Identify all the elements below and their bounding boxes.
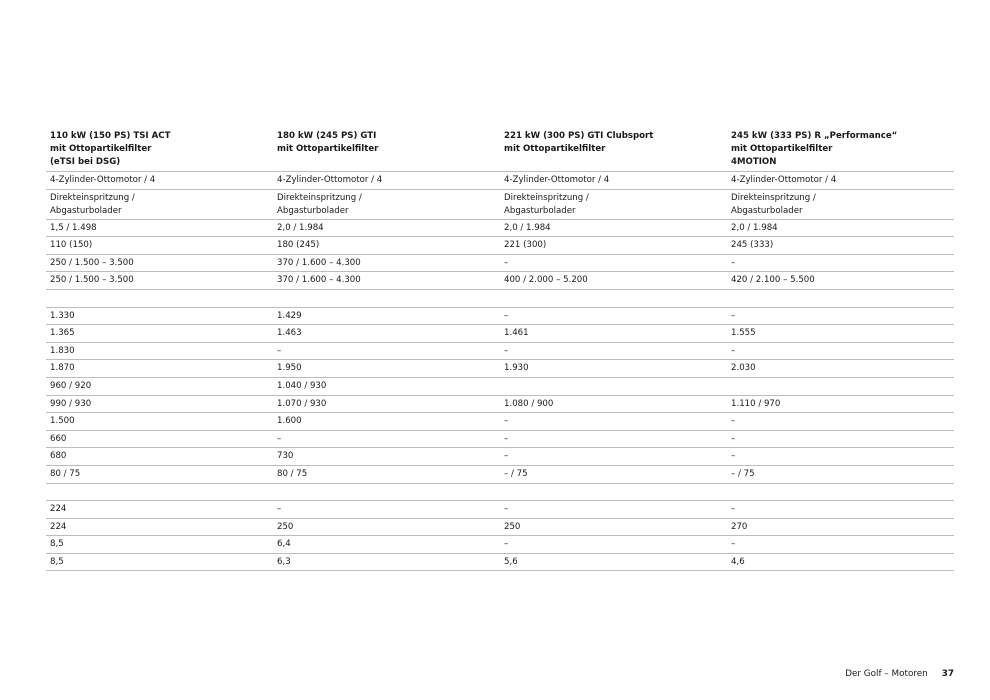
cell-text: –	[504, 504, 509, 515]
cell-text: 1.555	[731, 328, 756, 339]
table-cell	[500, 272, 727, 290]
table-cell	[46, 219, 273, 237]
table-row	[46, 189, 954, 219]
cell-text: –	[504, 539, 509, 550]
cell-text: 960 / 920	[50, 380, 92, 391]
table-cell	[273, 272, 500, 290]
table-cell	[273, 448, 500, 466]
table-cell	[500, 342, 727, 360]
table-cell	[273, 237, 500, 255]
cell-text: 221 (300)	[504, 240, 547, 251]
cell-text: 270	[731, 521, 748, 532]
cell-text: 1.040 / 930	[277, 380, 327, 391]
table-row	[46, 536, 954, 554]
cell-text: 250 / 1.500 – 3.500	[50, 257, 134, 268]
table-cell	[500, 430, 727, 448]
table-cell	[46, 342, 273, 360]
table-row	[46, 430, 954, 448]
table-row	[46, 501, 954, 519]
cell-text: 4-Zylinder-Ottomotor / 4	[731, 175, 837, 185]
table-cell	[500, 377, 727, 395]
table-row	[46, 360, 954, 378]
cell-text: 1.600	[277, 416, 302, 427]
table-cell	[500, 395, 727, 413]
column-header-line: 4MOTION	[731, 157, 777, 167]
table-cell	[46, 553, 273, 571]
cell-text: 730	[277, 451, 294, 462]
table-row	[46, 289, 954, 307]
table-row	[46, 342, 954, 360]
table-cell	[727, 254, 954, 272]
table-cell	[727, 483, 954, 501]
cell-text: 1,5 / 1.498	[50, 222, 97, 233]
table-cell	[500, 172, 727, 190]
cell-text	[504, 292, 723, 305]
cell-text: 1.870	[50, 363, 75, 374]
table-cell	[273, 325, 500, 343]
table-cell	[46, 413, 273, 431]
table-cell	[727, 189, 954, 219]
cell-text: 6,3	[277, 556, 291, 567]
table-cell	[727, 289, 954, 307]
table-cell	[273, 483, 500, 501]
cell-text: 420 / 2.100 – 5.500	[731, 275, 815, 286]
table-cell	[46, 254, 273, 272]
engine-spec-table	[46, 130, 954, 571]
cell-text: –	[731, 345, 736, 356]
table-header-row	[46, 130, 954, 172]
table-cell	[727, 448, 954, 466]
cell-text: –	[731, 310, 736, 321]
cell-text: 8,5	[50, 556, 64, 567]
table-cell	[46, 483, 273, 501]
table-cell	[500, 465, 727, 483]
table-cell	[727, 360, 954, 378]
table-cell	[273, 465, 500, 483]
table-cell	[46, 465, 273, 483]
table-cell	[500, 518, 727, 536]
table-cell	[727, 413, 954, 431]
table-row	[46, 219, 954, 237]
table-row	[46, 237, 954, 255]
table-cell	[46, 360, 273, 378]
cell-text	[504, 486, 723, 499]
table-cell	[46, 172, 273, 190]
table-row	[46, 518, 954, 536]
cell-text: 1.365	[50, 328, 75, 339]
cell-text: 80 / 75	[50, 468, 81, 479]
cell-text: 8,5	[50, 539, 64, 550]
table-row	[46, 172, 954, 190]
table-cell	[500, 483, 727, 501]
column-header-line: (eTSI bei DSG)	[50, 157, 121, 167]
cell-text: Direkteinspritzung /	[277, 192, 362, 203]
cell-text: 180 (245)	[277, 240, 320, 251]
column-header	[727, 130, 954, 172]
table-cell	[273, 189, 500, 219]
cell-text: 250 / 1.500 – 3.500	[50, 275, 134, 286]
column-header	[46, 130, 273, 172]
cell-text: Abgasturbolader	[50, 205, 122, 216]
cell-text: Abgasturbolader	[504, 205, 576, 216]
cell-text: 990 / 930	[50, 398, 92, 409]
cell-text: –	[731, 539, 736, 550]
table-row	[46, 272, 954, 290]
table-cell	[46, 430, 273, 448]
table-cell	[273, 395, 500, 413]
table-row	[46, 448, 954, 466]
cell-text: –	[277, 433, 282, 444]
table-cell	[46, 272, 273, 290]
table-cell	[500, 219, 727, 237]
table-cell	[273, 254, 500, 272]
table-cell	[500, 307, 727, 325]
cell-text: 1.500	[50, 416, 75, 427]
cell-text: 6,4	[277, 539, 291, 550]
column-header-line: mit Ottopartikelfilter	[50, 144, 152, 154]
table-cell	[727, 518, 954, 536]
table-cell	[727, 219, 954, 237]
table-cell	[727, 237, 954, 255]
table-cell	[727, 172, 954, 190]
table-cell	[500, 501, 727, 519]
table-cell	[273, 536, 500, 554]
cell-text: Abgasturbolader	[731, 205, 803, 216]
cell-text: –	[731, 257, 736, 268]
table-cell	[46, 501, 273, 519]
table-cell	[727, 536, 954, 554]
cell-text: 1.830	[50, 345, 75, 356]
table-cell	[273, 501, 500, 519]
table-cell	[500, 254, 727, 272]
table-row	[46, 254, 954, 272]
column-header-line: 221 kW (300 PS) GTI Clubsport	[504, 131, 654, 141]
cell-text: –	[277, 504, 282, 515]
table-cell	[500, 413, 727, 431]
column-header-line: 245 kW (333 PS) R „Performance“	[731, 131, 898, 141]
cell-text: 80 / 75	[277, 468, 308, 479]
column-header-line: mit Ottopartikelfilter	[504, 144, 606, 154]
cell-text: 1.110 / 970	[731, 398, 781, 409]
column-header-line: 180 kW (245 PS) GTI	[277, 131, 377, 141]
cell-text: – / 75	[731, 468, 755, 479]
table-cell	[273, 553, 500, 571]
table-cell	[46, 325, 273, 343]
table-cell	[46, 189, 273, 219]
cell-text: 1.950	[277, 363, 302, 374]
table-cell	[273, 172, 500, 190]
table-row	[46, 465, 954, 483]
table-cell	[273, 413, 500, 431]
table-cell	[46, 395, 273, 413]
page-number: 37	[941, 669, 954, 679]
cell-text: –	[504, 310, 509, 321]
cell-text: –	[504, 345, 509, 356]
table-cell	[273, 360, 500, 378]
footer-title: Der Golf – Motoren	[845, 669, 928, 679]
cell-text	[277, 292, 496, 305]
table-cell	[500, 189, 727, 219]
cell-text: 2,0 / 1.984	[731, 222, 778, 233]
cell-text: 224	[50, 504, 67, 515]
table-row	[46, 325, 954, 343]
cell-text	[731, 486, 950, 499]
table-cell	[500, 448, 727, 466]
cell-text: 110 (150)	[50, 240, 93, 251]
table-row	[46, 413, 954, 431]
table-row	[46, 395, 954, 413]
cell-text: 660	[50, 433, 67, 444]
cell-text: 250	[277, 521, 294, 532]
cell-text: 250	[504, 521, 521, 532]
table-body	[46, 172, 954, 571]
cell-text: 4,6	[731, 556, 745, 567]
table-cell	[727, 465, 954, 483]
table-cell	[727, 553, 954, 571]
cell-text: 2,0 / 1.984	[504, 222, 551, 233]
cell-text: –	[731, 451, 736, 462]
cell-text: 4-Zylinder-Ottomotor / 4	[504, 175, 610, 185]
cell-text: 2.030	[731, 363, 756, 374]
cell-text: Direkteinspritzung /	[50, 192, 135, 203]
cell-text: Direkteinspritzung /	[731, 192, 816, 203]
cell-text: 245 (333)	[731, 240, 774, 251]
table-cell	[500, 325, 727, 343]
table-cell	[273, 377, 500, 395]
column-header	[273, 130, 500, 172]
cell-text: 4-Zylinder-Ottomotor / 4	[277, 175, 383, 185]
table-row	[46, 553, 954, 571]
table-cell	[46, 289, 273, 307]
cell-text: – / 75	[504, 468, 528, 479]
table-row	[46, 307, 954, 325]
table-cell	[500, 536, 727, 554]
cell-text: 224	[50, 521, 67, 532]
table-cell	[500, 553, 727, 571]
table-row	[46, 483, 954, 501]
cell-text: –	[504, 257, 509, 268]
cell-text: 4-Zylinder-Ottomotor / 4	[50, 175, 156, 185]
cell-text: 1.330	[50, 310, 75, 321]
table-cell	[273, 518, 500, 536]
cell-text: 400 / 2.000 – 5.200	[504, 275, 588, 286]
table-cell	[727, 395, 954, 413]
cell-text: –	[504, 416, 509, 427]
cell-text: Direkteinspritzung /	[504, 192, 589, 203]
cell-text: Abgasturbolader	[277, 205, 349, 216]
cell-text: 2,0 / 1.984	[277, 222, 324, 233]
table-cell	[500, 237, 727, 255]
table-cell	[727, 325, 954, 343]
table-cell	[500, 289, 727, 307]
table-cell	[273, 219, 500, 237]
table-cell	[727, 272, 954, 290]
table-cell	[273, 289, 500, 307]
table-cell	[727, 377, 954, 395]
cell-text: –	[731, 433, 736, 444]
table-cell	[46, 237, 273, 255]
table-cell	[46, 536, 273, 554]
cell-text: 5,6	[504, 556, 518, 567]
page-footer	[845, 668, 954, 680]
table-cell	[46, 448, 273, 466]
cell-text: 1.463	[277, 328, 302, 339]
table-cell	[727, 342, 954, 360]
column-header	[500, 130, 727, 172]
cell-text	[277, 486, 496, 499]
cell-text: 1.930	[504, 363, 529, 374]
cell-text: 1.080 / 900	[504, 398, 554, 409]
table-cell	[46, 377, 273, 395]
cell-text: 680	[50, 451, 67, 462]
table-cell	[727, 501, 954, 519]
cell-text	[50, 292, 269, 305]
table-cell	[46, 518, 273, 536]
table-cell	[273, 307, 500, 325]
cell-text: –	[731, 504, 736, 515]
cell-text: 370 / 1.600 – 4.300	[277, 257, 361, 268]
table-cell	[727, 307, 954, 325]
table-cell	[273, 342, 500, 360]
table-cell	[273, 430, 500, 448]
cell-text: –	[504, 451, 509, 462]
table-cell	[500, 360, 727, 378]
table-cell	[46, 307, 273, 325]
cell-text: 370 / 1.600 – 4.300	[277, 275, 361, 286]
column-header-line: mit Ottopartikelfilter	[731, 144, 833, 154]
cell-text: 1.429	[277, 310, 302, 321]
cell-text: –	[731, 416, 736, 427]
cell-text: –	[504, 433, 509, 444]
column-header-line: mit Ottopartikelfilter	[277, 144, 379, 154]
cell-text: 1.461	[504, 328, 529, 339]
cell-text	[731, 292, 950, 305]
table-row	[46, 377, 954, 395]
column-header-line: 110 kW (150 PS) TSI ACT	[50, 131, 171, 141]
table-cell	[727, 430, 954, 448]
cell-text: 1.070 / 930	[277, 398, 327, 409]
cell-text: –	[277, 345, 282, 356]
cell-text	[50, 486, 269, 499]
